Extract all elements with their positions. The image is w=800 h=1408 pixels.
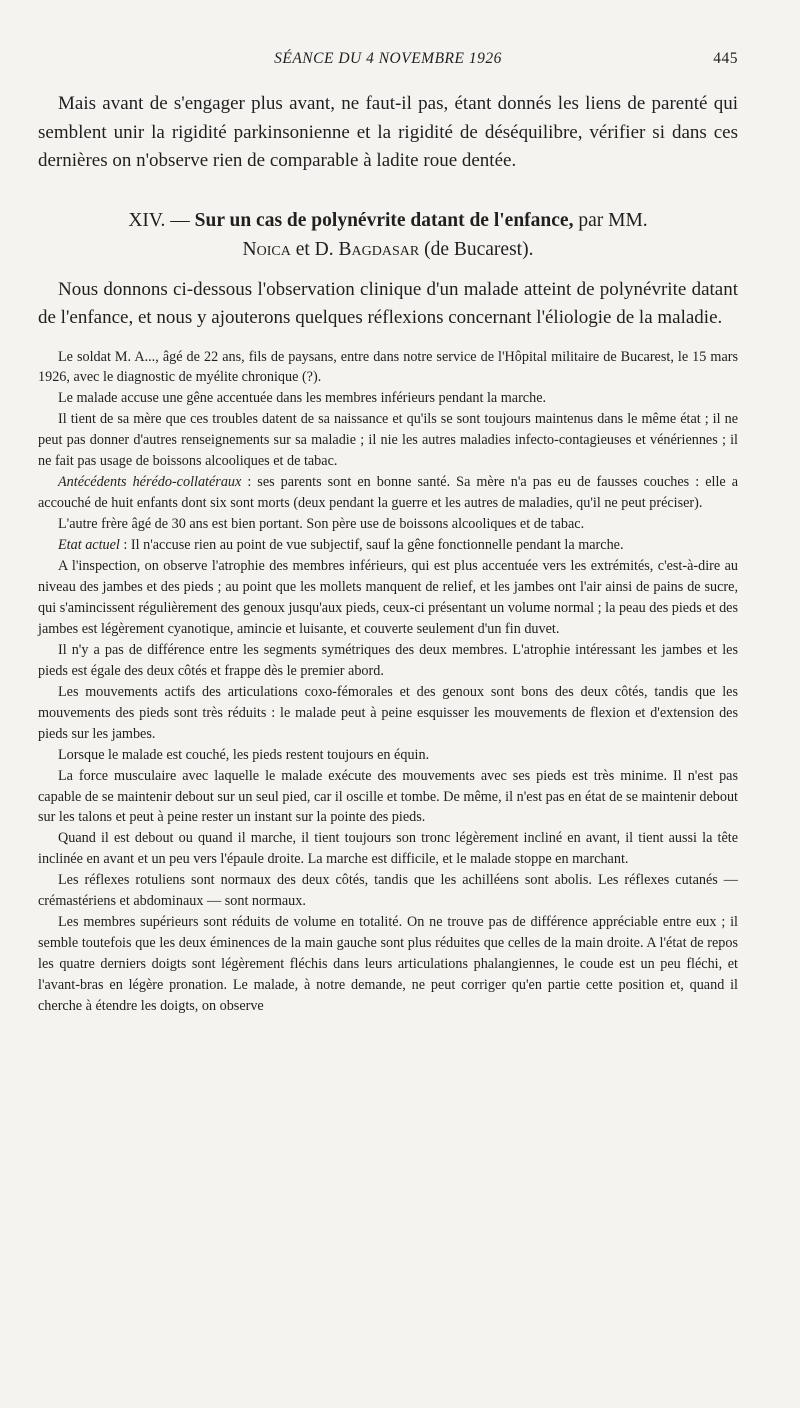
obs-paragraph: La force musculaire avec laquelle le malade exécute des mouvements avec ses pieds est très minime. Il n'est pas capable de se maintenir debout sur un seul pied, car il oscille et tombe. De même, il n'est pas en état de se maintenir debout sur les talons et peut à peine rester un instant sur la pointe des pieds.: [38, 767, 738, 826]
obs-paragraph: Il tient de sa mère que ces troubles datent de sa naissance et qu'ils se sont toujours maintenus dans le même état ; il ne peut pas donner d'autres renseignements sur sa maladie ; il nie les autres maladies infecto-contagieuses et vénériennes ; il ne fait pas usage de boissons alcooliques et de tabac.: [38, 411, 738, 470]
page: [38, 50, 738, 1017]
section-title: Sur un cas de polynévrite datant de l'enfance,: [194, 209, 574, 231]
author-bagdasar: Bagdasar: [338, 238, 420, 260]
obs-paragraph-etat-actuel: [38, 535, 738, 556]
page-number: 445: [713, 50, 738, 67]
clinical-observation: [38, 347, 738, 1018]
running-title: SÉANCE DU 4 NOVEMBRE 1926: [274, 50, 502, 67]
section-by: par MM.: [578, 209, 648, 231]
intro-paragraph: Mais avant de s'engager plus avant, ne faut-il pas, étant donnés les liens de parenté qui semblent unir la rigidité parkinsonienne et la rigidité de déséquilibre, vérifier si dans ces dernières on n'observe rien de comparable à ladite roue dentée.: [38, 93, 738, 171]
obs-paragraph: Le malade accuse une gêne accentuée dans les membres inférieurs pendant la marche.: [58, 390, 547, 407]
obs-paragraph: A l'inspection, on observe l'atrophie des membres inférieurs, qui est plus accentuée vers les extrémités, c'est-à-dire au niveau des jambes et des pieds ; au point que les mollets manquent de relief, et les jambes ont l'air ainsi de pains de sucre, qui s'amincissent régulièrement des genoux jusqu'aux pieds, ceux-ci présentant un volume normal ; la peau des pieds et des jambes est légèrement cyanotique, amincie et luisante, et couverte seulement d'un fin duvet.: [38, 558, 738, 637]
section-number: XIV.: [128, 209, 166, 231]
obs-paragraph: Lorsque le malade est couché, les pieds restent toujours en équin.: [58, 746, 430, 763]
obs-paragraph-antecedents: [38, 472, 738, 514]
etat-actuel-text: : Il n'accuse rien au point de vue subjectif, sauf la gêne fonctionnelle pendant la marche.: [119, 537, 624, 554]
obs-paragraph: Les membres supérieurs sont réduits de volume en totalité. On ne trouve pas de différence appréciable entre eux ; il semble toutefois que les deux éminences de la main gauche sont plus réduites que celles de la main droite. A l'état de repos les quatre derniers doigts sont légèrement fléchis dans leurs articulations phalangiennes, le coude est un peu fléchi, et l'avant-bras en légère pronation. Le malade, à notre demande, ne peut corriger qu'en partie cette position et, quand il cherche à étendre les doigts, on observe: [38, 914, 738, 1015]
running-header: [38, 50, 738, 74]
author-conjunction: et D.: [295, 238, 334, 260]
section-heading: [38, 206, 738, 264]
obs-paragraph: Il n'y a pas de différence entre les segments symétriques des deux membres. L'atrophie intéressant les jambes et les pieds est égale des deux côtés et frappe dès le premier abord.: [38, 641, 738, 679]
obs-paragraph: L'autre frère âgé de 30 ans est bien portant. Son père use de boissons alcooliques et de tabac.: [58, 516, 585, 533]
lead-paragraph: Nous donnons ci-dessous l'observation clinique d'un malade atteint de polynévrite datant de l'enfance, et nous y ajouterons quelques réflexions concernant l'éliologie de la maladie.: [38, 278, 738, 328]
etat-actuel-label: Etat actuel: [58, 537, 120, 554]
obs-paragraph: Les réflexes rotuliens sont normaux des deux côtés, tandis que les achilléens sont abolis. Les réflexes cutanés — crémastériens et abdominaux — sont normaux.: [38, 872, 738, 910]
obs-paragraph: Le soldat M. A..., âgé de 22 ans, fils de paysans, entre dans notre service de l'Hôpital militaire de Bucarest, le 15 mars 1926, avec le diagnostic de myélite chronique (?).: [38, 348, 738, 386]
author-noica: Noica: [242, 238, 291, 260]
obs-paragraph: Les mouvements actifs des articulations coxo-fémorales et des genoux sont bons des deux côtés, tandis que les mouvements des pieds sont très réduits : le malade peut à peine esquisser les mouvements de flexion et d'extension des pieds sur les jambes.: [38, 683, 738, 742]
antecedents-text: : ses parents sont en bonne santé. Sa mère n'a pas eu de fausses couches : elle a accouché de huit enfants dont six sont morts (deux pendant la guerre et les autres de maladies, qu'il ne peut préciser).: [38, 474, 739, 512]
antecedents-label: Antécédents hérédo-collatéraux: [58, 474, 242, 491]
author-affiliation: (de Bucarest).: [424, 238, 534, 260]
obs-paragraph: Quand il est debout ou quand il marche, il tient toujours son tronc légèrement incliné en avant, il tient aussi la tête inclinée en avant et un peu vers l'épaule droite. La marche est difficile, et le malade stoppe en marchant.: [38, 830, 738, 868]
section-dash: —: [170, 209, 190, 231]
